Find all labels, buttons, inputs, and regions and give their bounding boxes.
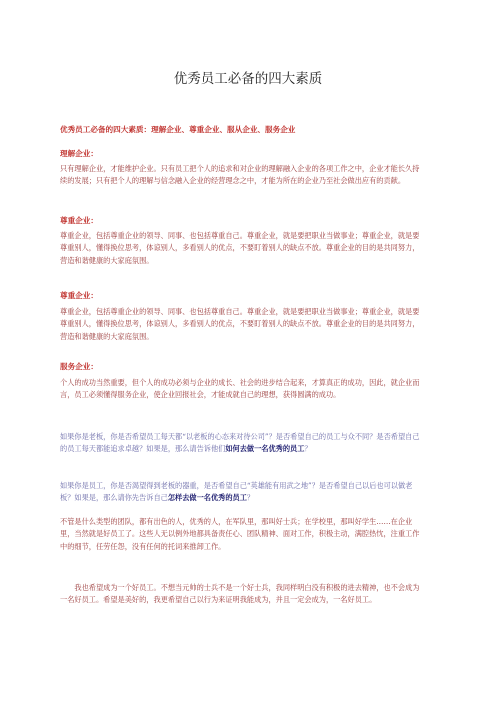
paragraph-staff-highlight: 怎样去做一名优秀的员工 — [167, 493, 247, 503]
paragraph-hope: 我也希望成为一个好员工。不想当元帅的士兵不是一个好士兵，我同样明白没有积极的进去精神，也不会成为一名好员工。希望是美好的，我更希望自己以行为来证明我能成为，并且一定会成为，一名好员工。 — [60, 583, 420, 605]
section-heading-serve: 服务企业： — [60, 362, 98, 371]
section-text-respect-2: 尊重企业，包括尊重企业的领导、同事、也包括尊重自己。尊重企业，就是要把职业当做事业；尊重企业，就是要尊重别人，懂得换位思考，体谅别人，多看别人的优点，不要盯着别人的缺点不放。尊重企业的目的是共同努力，营造和谐健康的大家庭氛围。 — [60, 307, 420, 341]
paragraph-staff-text: 如果你是员工，你是否渴望得到老板的器重，是否希望自己“英雄能有用武之地”？是否希望自己以后也可以做老板？如果是，那么请你先告诉自己 — [60, 481, 413, 503]
paragraph-staff-tail: ？ — [246, 493, 255, 503]
section-text-understand: 只有理解企业，才能维护企业。只有员工把个人的追求和对企业的理解融入企业的各项工作之中，企业才能长久持续的发展；只有把个人的理解与信念融入企业的经营理念之中，才能为所在的企业乃至社会做出应有的贡献。 — [60, 164, 420, 186]
paragraph-staff — [60, 480, 422, 505]
paragraph-boss-tail: ？ — [304, 444, 312, 454]
page-title: 优秀员工必备的四大素质 — [173, 71, 323, 87]
section-heading-respect-1: 尊重企业： — [60, 216, 98, 225]
summary-line: 优秀员工必备的四大素质：理解企业、尊重企业、服从企业、服务企业 — [60, 125, 296, 134]
paragraph-boss — [60, 431, 422, 456]
paragraph-team: 不管是什么类型的团队，都有出色的人，优秀的人，在军队里，那叫好士兵；在学校里，那叫好学生……在企业里，当然就是好员工了。这些人无以例外地都具备责任心、团队精神、面对工作，积极主动，满腔热忱，注重工作中的细节，任劳任怨，没有任何的托词来推卸工作。 — [60, 517, 420, 551]
section-text-serve: 个人的成功当然重要，但个人的成功必须与企业的成长、社会的进步结合起来，才算真正的成功，因此，就企业而言，员工必须懂得服务企业，使企业回报社会，才能成就自己的理想，获得圆满的成功。 — [60, 378, 420, 400]
section-heading-understand: 理解企业： — [60, 149, 98, 158]
section-heading-respect-2: 尊重企业： — [60, 291, 98, 300]
paragraph-boss-highlight: 如何去做一名优秀的员工 — [225, 444, 305, 454]
paragraph-boss-text: 如果你是老板，你是否希望员工每天都“以老板的心态来对待公司”？是否希望自己的员工与众不同？是否希望自己的员工每天都能追求卓越？如果是，那么请告诉他们 — [60, 432, 420, 454]
section-text-respect-1: 尊重企业，包括尊重企业的领导、同事、也包括尊重自己。尊重企业，就是要把职业当做事业；尊重企业，就是要尊重别人，懂得换位思考，体谅别人，多看别人的优点，不要盯着别人的缺点不放。尊重企业的目的是共同努力，营造和谐健康的大家庭氛围。 — [60, 231, 420, 265]
